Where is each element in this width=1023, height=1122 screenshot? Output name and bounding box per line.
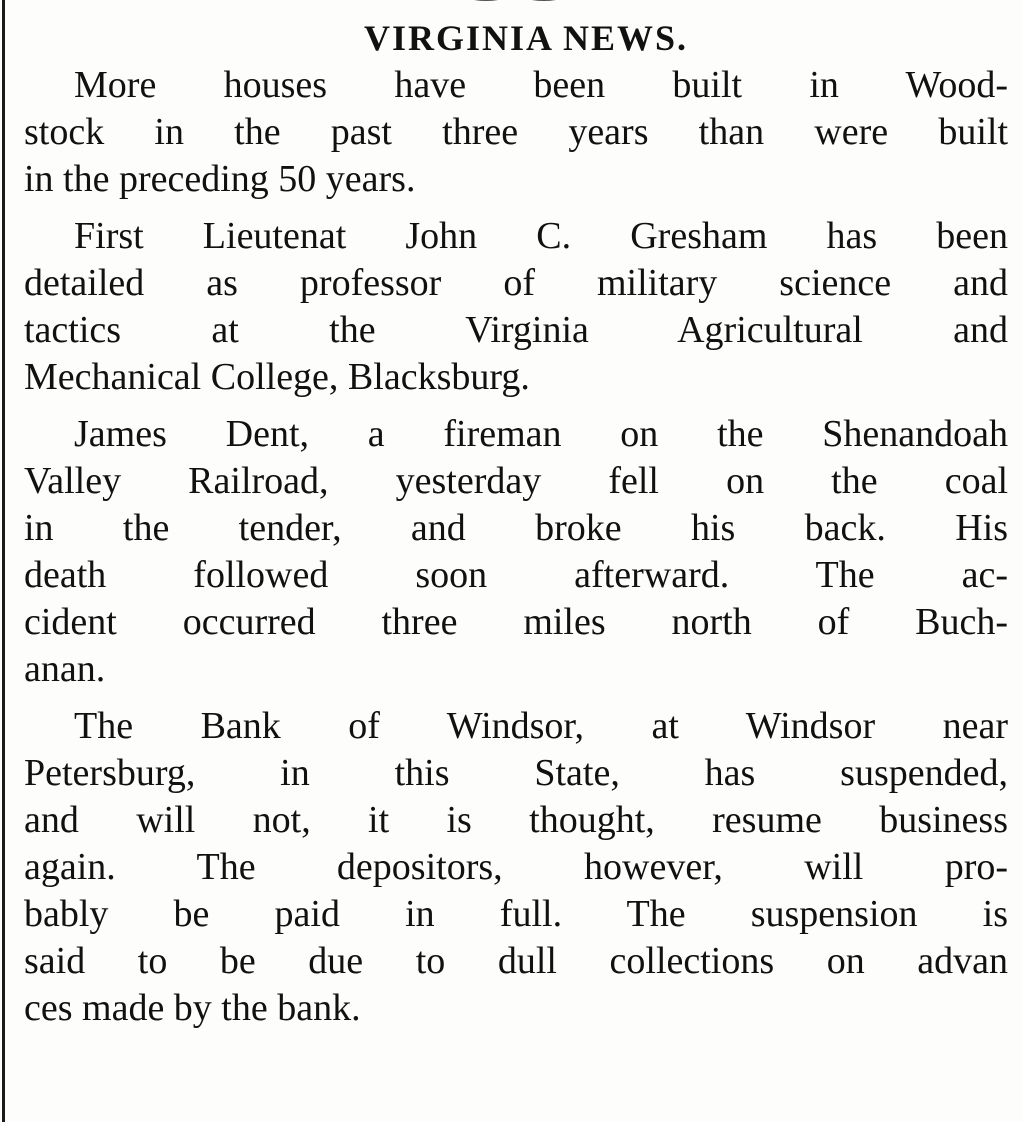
paragraph-4 [24, 703, 1008, 1032]
text-line: said to be due to dull collections on advan [24, 940, 1008, 982]
text-line: detailed as professor of military science and [24, 262, 1008, 304]
text-line: Petersburg, in this State, has suspended, [24, 752, 1008, 794]
text-line: cident occurred three miles north of Buch- [24, 601, 1008, 643]
paragraph-gap [24, 401, 1008, 411]
paragraph-gap [24, 693, 1008, 703]
text-line: Valley Railroad, yesterday fell on the coal [24, 460, 1008, 502]
ornament-icon [440, 0, 590, 8]
text-line: More houses have been built in Wood- [74, 64, 1008, 106]
paragraph-1 [24, 62, 1008, 203]
text-line: ces made by the bank. [24, 987, 361, 1029]
text-line: anan. [24, 648, 106, 690]
paragraph-2 [24, 213, 1008, 401]
text-line: First Lieutenat John C. Gresham has been [74, 215, 1008, 257]
paragraph-gap [24, 203, 1008, 213]
column-rule [2, 0, 5, 1122]
text-line: stock in the past three years than were built [24, 111, 1008, 153]
text-line: tactics at the Virginia Agricultural and [24, 309, 1008, 351]
article [24, 14, 1008, 1032]
text-line: in the preceding 50 years. [24, 158, 416, 200]
text-line: in the tender, and broke his back. His [24, 507, 1008, 549]
paragraph-3 [24, 411, 1008, 693]
text-line: death followed soon afterward. The ac- [24, 554, 1008, 596]
text-line: Mechanical College, Blacksburg. [24, 356, 530, 398]
headline: VIRGINIA NEWS. [363, 18, 689, 58]
text-line: James Dent, a fireman on the Shenandoah [74, 413, 1008, 455]
text-line: again. The depositors, however, will pro- [24, 846, 1008, 888]
text-line: bably be paid in full. The suspension is [24, 893, 1008, 935]
text-line: and will not, it is thought, resume business [24, 799, 1008, 841]
text-line: The Bank of Windsor, at Windsor near [74, 705, 1008, 747]
